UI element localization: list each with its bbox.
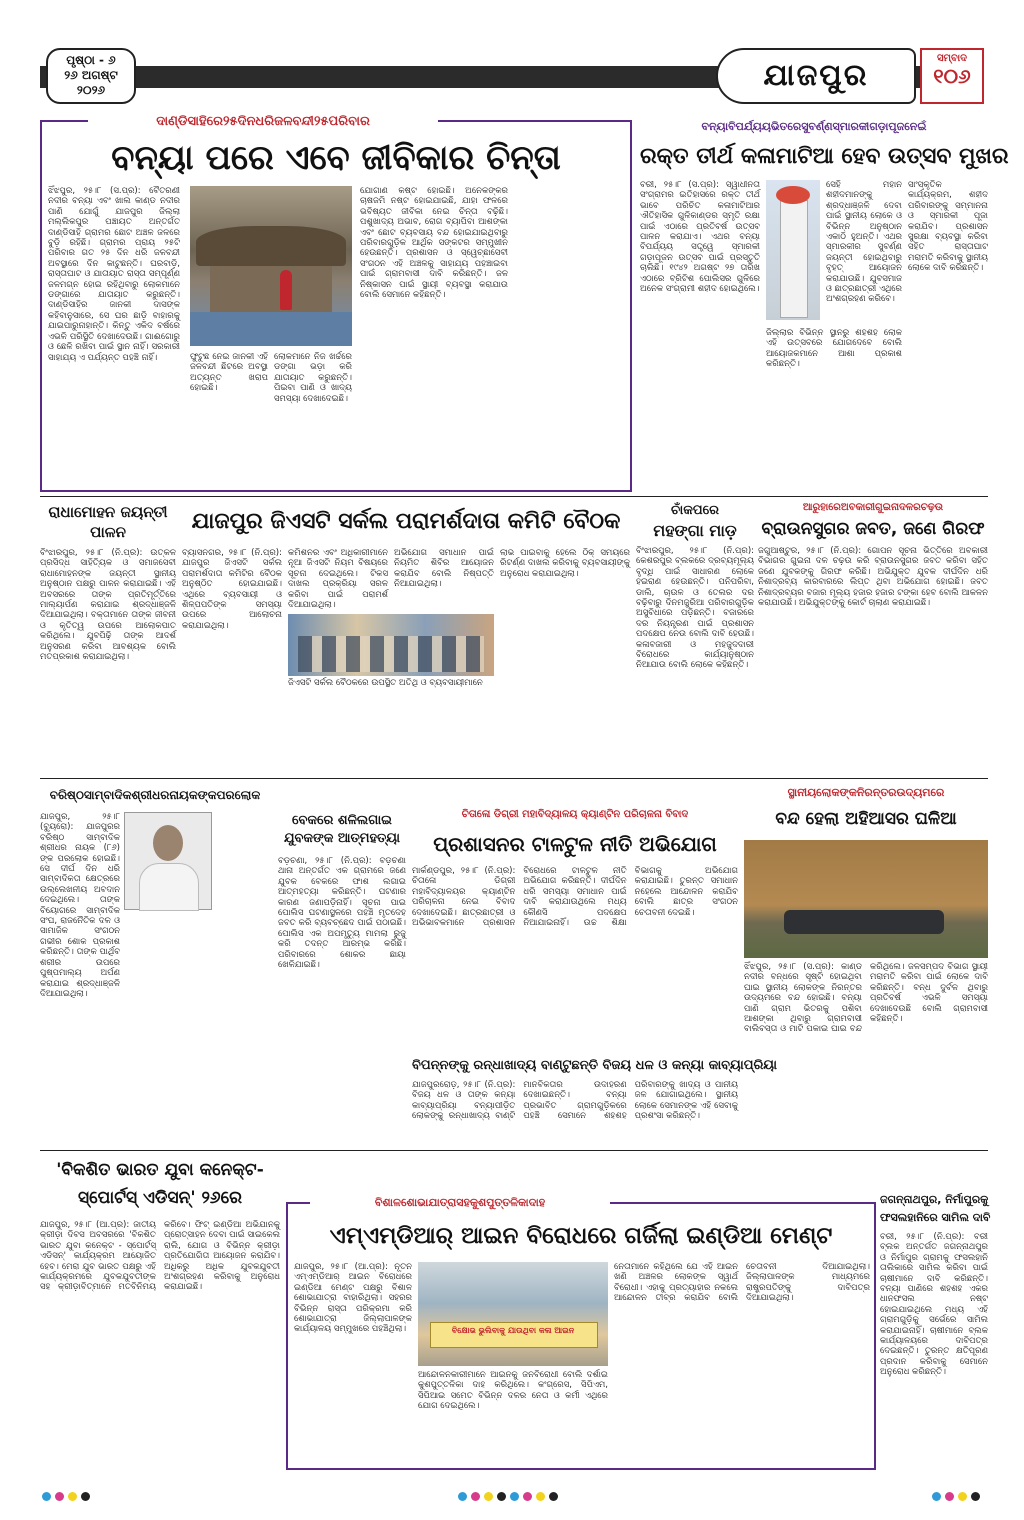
story9-text: ମାର୍କଣ୍ଡପୁର, ୨୫।୮ (ନି.ପ୍ର): ଚିତାଳୋ ଡିଗ୍ରୀ ମହାବିଦ୍ୟାଳୟର କ୍ୟାଣ୍ଟିନ ପରିଚାଳନା ନେଇ ବିବାଦ ଦେଖାଦେଇଛି। ଛାତ୍ରଛାତ୍ରୀ ଓ ଅଭିଭାବକମାନେ ପ୍ରଶାସନ ବିରୋଧରେ ଟାଳଟୁଳ ନୀତି ଅଭିଯୋଗ କରିଛନ୍ତି। ଦୀର୍ଘଦିନ ଧରି ସମସ୍ୟା ସମାଧାନ ପାଇଁ ଦାବି କରାଯାଉଥିଲେ ମଧ୍ୟ କୌଣସି ପଦକ୍ଷେପ ନିଆଯାଇନାହିଁ। ଉଚ୍ଚ ଶିକ୍ଷା ବିଭାଗକୁ ଅଭିଯୋଗ କରାଯାଇଛି। ତୁରନ୍ତ ସମାଧାନ ନହେଲେ ଆନ୍ଦୋଳନ କରାଯିବ ବୋଲି ଛାତ୍ର ସଂଗଠନ ଚେତାବନୀ ଦେଇଛି। [412,866,738,929]
story12-headline-2: ସ୍ପୋର୍ଟସ୍ ଏଡିସନ୍' ୨୬ରେ [78,1188,242,1208]
story14-kicker-1: ଜଗନ୍ନାଥପୁର, ନିର୍ମାପୁରକୁ [880,1193,989,1206]
story1-headline: ବନ୍ୟା ପରେ ଏବେ ଜୀବିକାର ଚିନ୍ତା [111,138,561,178]
story6-col2: କମିଶନର ଏବଂ ଅଧିକାରୀମାନେ ନୂଆ ଜିଏସଟି ନିୟମ ବିଷୟରେ ସୂଚନା ଦେଇଥିଲେ। ଟିକସ ଦାଖଲ ପ୍ରକ୍ରିୟା ସରଳ କରିବା ପାଇଁ ପରାମର୍ଶ ଦିଆଯାଇଥିଲା। [288,548,388,611]
story2-photo-monument [766,180,820,320]
story10-headline: ବନ୍ଦ ହେଲା ଅହିଆସର ଘଳିଆ [775,809,957,829]
portrait-body [139,863,199,911]
story6-col3: ଅଭିଯୋଗ ସମାଧାନ ପାଇଁ ନିୟମିତ ଶିବିର ଆୟୋଜନ କରାଯିବ ବୋଲି ନିଷ୍ପତ୍ତି ନିଆଯାଇଥିଲା। [394,548,494,590]
story1-col3: ଯୋଗାଣ କଷ୍ଟ ହୋଇଛି। ଅନେକଙ୍କର ଚାଷଜମି ନଷ୍ଟ ହୋଇଯାଇଛି, ଯାହା ଫଳରେ ଭବିଷ୍ୟତ ଜୀବିକା ନେଇ ଚିନ୍ତା ବଢ଼ିଛି। ପଶୁଖାଦ୍ୟ ଅଭାବ, ରୋଗ ବ୍ୟାପିବା ଆଶଙ୍କା ଏବଂ ଛୋଟ ବ୍ୟବସାୟ ବନ୍ଦ ହୋଇଯାଇଥିବାରୁ ପରିବାରଗୁଡ଼ିକ ଆର୍ଥିକ ସଙ୍କଟର ସମ୍ମୁଖୀନ ହେଉଛନ୍ତି। ପ୍ରଶାସନ ଓ ସ୍ୱେଚ୍ଛାସେବୀ ସଂଗଠନ ଏହି ଅଞ୍ଚଳକୁ ସାହାଯ୍ୟ ପହଞ୍ଚାଇବା ପାଇଁ ଗ୍ରାମବାସୀ ଦାବି କରିଛନ୍ତି। ଜଳ ନିଷ୍କାସନ ପାଇଁ ସ୍ଥାୟୀ ବ୍ୟବସ୍ଥା କରାଯାଉ ବୋଲି ସେମାନେ କହିଛନ୍ତି। [360,186,508,301]
page-label-box [46,48,136,104]
section-title: ଯାଜପୁର [763,58,869,93]
story10-kicker: ସ୍ଥାନୀୟଲୋକଙ୍କନିରନ୍ତରଉଦ୍ୟମରେ [787,786,945,799]
story12-headline-1: 'ବିକଶିତ ଭାରତ ଯୁବା କନେକ୍ଟ- [56,1160,264,1180]
hut-wall [210,266,332,312]
monument-pillar [780,200,808,318]
story9-headline: ପ୍ରଶାସନର ଟାଳଟୁଳ ନୀତି ଅଭିଯୋଗ [433,832,717,856]
story5-headline: ରାଧାମୋହନ ଜୟନ୍ତୀ ପାଳନ [48,503,168,541]
person-figure [280,270,292,310]
page-label: ପୃଷ୍ଠା - ୬ [66,53,116,67]
divider-middle [40,778,988,779]
story13-kicker: ବିଶାଳଶୋଭାଯାତ୍ରାସହକୁଶପୁତ୍ତଳିକାଦାହ [310,1194,610,1212]
story1-col1: ଝିଁଝପୁର, ୨୫।୮ (ସ.ପ୍ର): ବୈତରଣୀ ନଦୀର ବନ୍ୟା ଏବଂ ଖାଲ କାଣ୍ଡ ନଦୀର ପାଣି ଯୋଗୁଁ ଯାଜପୁର ଜିଲ୍ଲା ମଲ୍ଲିକପୁର ପଞ୍ଚାୟତ ଅନ୍ତର୍ଗତ ଦାଣ୍ଡିସାହି ଗ୍ରାମର ଛୋଟ ଅଞ୍ଚଳ ଜଳରେ ବୁଡ଼ି ରହିଛି। ଗ୍ରାମର ପ୍ରାୟ ୨୫ଟି ପରିବାର ଗତ ୨୫ ଦିନ ଧରି ଜଳବନ୍ଦୀ ଅବସ୍ଥାରେ ଦିନ କାଟୁଛନ୍ତି। ଘରବାଡ଼ି, ରାସ୍ତାଘାଟ ଓ ଯାତାୟାତ ରାସ୍ତା ସମ୍ପୂର୍ଣ୍ଣ ଜଳମଗ୍ନ ହୋଇ ରହିଥିବାରୁ ଲୋକମାନେ ଡଙ୍ଗାରେ ଯାତାୟାତ କରୁଛନ୍ତି। ଦାଣ୍ଡିସାହିର ଜାନକୀ ଦାସଙ୍କ କହିବାନୁସାରେ, ସେ ଘର ଛାଡ଼ି ବାହାରକୁ ଯାଇପାରୁନାହାନ୍ତି। କିନ୍ତୁ ଏକିଦ ବର୍ଷରେ ଏଭଳି ପରିସ୍ଥିତି ଦେଖାଦେଉଛି। ଗାଈଗୋରୁ ଓ ଛେଳି ରଖିବା ପାଇଁ ସ୍ଥାନ ନାହିଁ। ସରକାରୀ ସାହାଯ୍ୟ ଏ ପର୍ଯ୍ୟନ୍ତ ପହଞ୍ଚି ନାହିଁ। [48,186,180,363]
story14-kicker-2: ଫସଲହାନିରେ ସାମିଲ ଦାବି [880,1211,991,1224]
story3-headline: ମହଙ୍ଗା ମାଡ଼ [653,521,737,540]
divider-top [40,496,988,497]
protest-banner-text: ବିକ୍ଷୋଭ ଭୁଲିବାକୁ ଯାଉଥିବା କଳା ଆଇନ [451,1326,575,1335]
logo-text: ସମ୍ବାଦ [937,53,967,64]
story13-headline: ଏମ୍ଏମ୍ଡିଆର୍ ଆଇନ ବିରୋଧରେ ଗର୍ଜିଲା ଇଣ୍ଡିଆ ମେଣ୍ଟ [329,1223,833,1249]
story1-col2a: ଫୁଟୁଛ ନେଇ ଜାନକୀ ଏହି ଜଳବନ୍ଦୀ ଛିଟରେ ଅବସ୍ଥା ଅତ୍ୟନ୍ତ ଖରାପ ହୋଇଛି। [190,352,268,394]
section-title-box [716,48,916,104]
registration-dots-left [40,1486,92,1505]
story13-photo [418,1262,608,1366]
story4-kicker: ଆରୁହାରେଅବକାରୀଗୁଇନାଦଳରଚଢ଼ଉ [802,502,944,513]
flood-water [190,312,352,346]
story4-headline: ବ୍ରାଉନସୁଗର ଜବତ, ଜଣେ ଗିରଫ [761,519,985,539]
story13-col3: ନେତାମାନେ କହିଥିଲେ ଯେ ଏହି ଆଇନ ଖଣି ଅଞ୍ଚଳର ଲୋକଙ୍କ ସ୍ୱାର୍ଥ ବିରୋଧୀ। ଏହାକୁ ପ୍ରତ୍ୟାହାର ନକଲେ ଆନ୍ଦୋଳନ ତୀବ୍ର କରାଯିବ ବୋଲି ଚେତାବନୀ ଦିଆଯାଇଥିଲା। ଜିଲ୍ଲାପାଳଙ୍କ ମାଧ୍ୟମରେ ରାଷ୍ଟ୍ରପତିଙ୍କୁ ଦାବିପତ୍ର ଦିଆଯାଇଥିଲା। [614,1262,870,1304]
date-line-1: ୨୬ ଅଗଷ୍ଟ [64,68,118,82]
story2-col1: ବରୀ, ୨୫।୮ (ସ.ପ୍ର): ସ୍ୱାଧୀନତା ସଂଗ୍ରାମର ଇତିହାସରେ ରକ୍ତ ତୀର୍ଥ ଭାବେ ପରିଚିତ କଳାମାଟିଆର ଐତିହାସିକ ଗୁଳିକାଣ୍ଡର ସ୍ମୃତି ରକ୍ଷା ପାଇଁ ଏଠାରେ ପ୍ରତିବର୍ଷ ଉତ୍ସବ ପାଳନ କରାଯାଏ। ଏଥର ବନ୍ୟା ବିପର୍ଯ୍ୟୟ ସତ୍ତ୍ୱେ ସ୍ମାରକୀ ଗଡ଼ାପୂଜନ ଉତ୍ସବ ପାଇଁ ପ୍ରସ୍ତୁତି ଚାଲିଛି। ୧୯୪୨ ଅଗଷ୍ଟ ୨୭ ତାରିଖ ଏଠାରେ ବ୍ରିଟିଶ ପୋଲିସର ଗୁଳିରେ ଅନେକ ସଂଗ୍ରାମୀ ଶହୀଦ ହୋଇଥିଲେ। [640,180,760,295]
story8-text: ବଡ଼ଚଣା, ୨୫।୮ (ନି.ପ୍ର): ବଡ଼ଚଣା ଥାନା ଅନ୍ତର୍ଗତ ଏକ ଗ୍ରାମରେ ଜଣେ ଯୁବକ ବେକରେ ଫାଶ ଲଗାଇ ଆତ୍ମହତ୍ୟା କରିଛନ୍ତି। ଘଟଣାର କାରଣ ଜଣାପଡ଼ିନାହିଁ। ସୂଚନା ପାଇ ପୋଲିସ ଘଟଣାସ୍ଥଳରେ ପହଞ୍ଚି ମୃତଦେହ ଜବତ କରି ବ୍ୟବଚ୍ଛେଦ ପାଇଁ ପଠାଇଛି। ପୋଲିସ ଏକ ଅପମୃତ୍ୟୁ ମାମଲା ରୁଜୁ କରି ତଦନ୍ତ ଆରମ୍ଭ କରିଛି। ପରିବାରରେ ଶୋକର ଛାୟା ଖେଳିଯାଇଛି। [278,856,406,971]
story2-col3: ସାଂସ୍କୃତିକ କାର୍ଯ୍ୟକ୍ରମ, ଶହୀଦ ପରିବାରଙ୍କୁ ସମ୍ମାନନା ଓ ସ୍ମାରକୀ ପୂଜା କରାଯିବ। ପ୍ରଶାସନ ସୁରକ୍ଷା ବ୍ୟବସ୍ଥା କରିବା ସହିତ ରାସ୍ତାଘାଟ ମରାମତି କରିବାକୁ ସ୍ଥାନୀୟ ଲୋକେ ଦାବି କରିଛନ୍ତି। [908,180,988,274]
story4-text: ଜଗୁଆଷ୍ଟୁର, ୨୫।୮ (ନି.ପ୍ର): ଗୋପନ ସୂଚନା ଭିତ୍ତିରେ ଅବକାରୀ ବିଭାଗର ଗୁଇନା ଦଳ ଚଢ଼ଉ କରି ବ୍ରାଉନସୁଗର ଜବତ କରିବା ସହିତ ଜଣେ ଯୁବକଙ୍କୁ ଗିରଫ କରିଛି। ଅଭିଯୁକ୍ତ ଯୁବକ ଦୀର୍ଘଦିନ ଧରି ନିଶାଦ୍ରବ୍ୟ କାରବାରରେ ଲିପ୍ତ ଥିବା ଅଭିଯୋଗ ହୋଇଛି। ଜବତ ନିଶାଦ୍ରବ୍ୟର ବଜାର ମୂଲ୍ୟ ହଜାର ହଜାର ଟଙ୍କା ହେବ ବୋଲି ଆକଳନ କରାଯାଉଛି। ଅଭିଯୁକ୍ତଙ୍କୁ କୋର୍ଟ ଚାଲାଣ କରାଯାଇଛି। [758,546,988,609]
story1-col2b: ଲୋକମାନେ ନିଜ ଖର୍ଚ୍ଚରେ ଡଙ୍ଗା ଭଡ଼ା କରି ଯାତାୟାତ କରୁଛନ୍ତି। ପିଇବା ପାଣି ଓ ଖାଦ୍ୟ ସମସ୍ୟା ଦେଖାଦେଇଛି। [274,352,352,404]
story13-col2: ଆନ୍ଦୋଳନକାରୀମାନେ ଆଇନକୁ ଜନବିରୋଧୀ ବୋଲି ଦର୍ଶାଇ କୁଶପୁତ୍ତଳିକା ଦାହ କରିଥିଲେ। କଂଗ୍ରେସ, ସିପିଏମ, ସିପିଆଇ ସମେତ ବିଭିନ୍ନ ଦଳର ନେତା ଓ କର୍ମୀ ଏଥିରେ ଯୋଗ ଦେଇଥିଲେ। [418,1370,608,1412]
story7-headline: ବରିଷ୍ଠସାମ୍ବାଦିକଶ୍ରୀଧରନାୟକଙ୍କପରଲୋକ [49,788,261,802]
hut-roof [196,226,346,266]
story7-photo-portrait [124,812,212,910]
logo-box [920,48,984,104]
story3-kicker: ଚାଁକପରେ [671,503,719,518]
divider-lower [40,1150,988,1151]
story11-text: ଯାଜପୁରରୋଡ଼, ୨୫।୮ (ନି.ପ୍ର): ବିଜୟ ଧଳ ଓ ତାଙ୍କ କନ୍ୟା କାବ୍ୟାପ୍ରିୟା ବନ୍ୟାପୀଡ଼ିତ ଲୋକଙ୍କୁ ରନ୍ଧାଖାଦ୍ୟ ବାଣ୍ଟି ମାନବିକତାର ଉଦାହରଣ ଦେଖାଇଛନ୍ତି। ବନ୍ୟା ପ୍ରଭାବିତ ଗ୍ରାମଗୁଡ଼ିକରେ ପହଞ୍ଚି ସେମାନେ ଶହଶହ ପରିବାରଙ୍କୁ ଖାଦ୍ୟ ଓ ପାନୀୟ ଜଳ ଯୋଗାଇଥିଲେ। ସ୍ଥାନୀୟ ଲୋକେ ସେମାନଙ୍କ ଏହି ସେବାକୁ ପ୍ରଶଂସା କରିଛନ୍ତି। [412,1080,738,1122]
story8-headline-1: ବେକରେ ଶଳିଲଗାଇ [291,813,392,828]
story6-caption: ଜିଏସଟି ସର୍କଲ ବୈଠକରେ ଉପସ୍ଥିତ ଅତିଥି ଓ ବ୍ୟବସାୟୀମାନେ [288,678,483,688]
story11-headline: ବିପନ୍ନଙ୍କୁ ରନ୍ଧାଖାଦ୍ୟ ବାଣ୍ଟୁଛନ୍ତି ବିଜୟ ଧଳ ଓ କନ୍ୟା କାବ୍ୟାପ୍ରିୟା [412,1058,777,1073]
story6-col1: ବ୍ୟାସନଗର, ୨୫।୮ (ନି.ପ୍ର): ଯାଜପୁର ଜିଏସଟି ସର୍କଲ ପରାମର୍ଶଦାତା କମିଟିର ବୈଠକ ଅନୁଷ୍ଠିତ ହୋଇଯାଇଛି। ଏଥିରେ ବ୍ୟବସାୟୀ ଓ ଶିଳ୍ପପତିଙ୍କ ସମସ୍ୟା ଉପରେ ଆଲୋଚନା କରାଯାଇଥିଲା। [182,548,282,631]
meeting-people [298,636,484,672]
registration-dots-right [930,1486,982,1505]
masthead [40,48,984,104]
story10-photo [744,840,988,958]
story2-col2: ସେହି ମହାନ ଶହୀଦମାନଙ୍କୁ ଶ୍ରଦ୍ଧାଞ୍ଜଳି ଦେବା ପାଇଁ ସ୍ଥାନୀୟ ଲୋକେ ଓ ବିଭିନ୍ନ ଅନୁଷ୍ଠାନ ଏକାଠି ହୁଅନ୍ତି। ଏଥର ସ୍ମାରକୀର ସୁବର୍ଣ୍ଣ ଜୟନ୍ତୀ ହୋଇଥିବାରୁ ବୃହତ୍ ଆୟୋଜନ କରାଯାଉଛି। ଯୁବସମାଜ ଓ ଛାତ୍ରଛାତ୍ରୀ ଏଥିରେ ଅଂଶଗ୍ରହଣ କରିବେ। [826,180,902,305]
logo-number: ୧୦୬ [933,64,971,88]
story6-photo [288,614,494,676]
story1-kicker: ଦାଣ୍ଡିସାହିରେ୨୫ଦିନଧରିଜଳବନ୍ଦୀ୨୫ପରିବାର [88,113,438,131]
story6-col4: ଲାଭ ପାଇବାକୁ ହେଲେ ଠିକ୍ ସମୟରେ ରିଟର୍ଣ୍ଣ ଦାଖଲ କରିବାକୁ ବ୍ୟବସାୟୀଙ୍କୁ ଅନୁରୋଧ କରାଯାଇଥିଲା। [500,548,630,579]
story10-text: ଝିଁଝପୁର, ୨୫।୮ (ସ.ପ୍ର): କାଣ୍ଡ ନଦୀର ବନ୍ଧରେ ସୃଷ୍ଟି ହୋଇଥିବା ଘାଇ ସ୍ଥାନୀୟ ଲୋକଙ୍କ ନିରନ୍ତର ଉଦ୍ୟମରେ ବନ୍ଦ ହୋଇଛି। ବନ୍ୟା ପାଣି ଗ୍ରାମ ଭିତରକୁ ପଶିବା ଆଶଙ୍କା ଥିବାରୁ ଗ୍ରାମବାସୀ ବାଲିବସ୍ତା ଓ ମାଟି ପକାଇ ଘାଇ ବନ୍ଦ କରିଥିଲେ। ଜଳସମ୍ପଦ ବିଭାଗ ସ୍ଥାୟୀ ମରାମତି କରିବା ପାଇଁ ଲୋକେ ଦାବି କରିଛନ୍ତି। ବନ୍ଧ ଦୁର୍ବଳ ଥିବାରୁ ପ୍ରତିବର୍ଷ ଏଭଳି ସମସ୍ୟା ଦେଖାଦେଉଛି ବୋଲି ଗ୍ରାମବାସୀ କହିଛନ୍ତି। [744,962,988,1035]
portrait-head [153,825,183,861]
date-line-2: ୨୦୨୬ [76,83,106,97]
sandbags [784,910,944,934]
story7-text-b [214,812,272,908]
story6-headline: ଯାଜପୁର ଜିଏସଟି ସର୍କଲ ପରାମର୍ଶଦାତା କମିଟି ବୈଠକ [191,509,621,534]
story5-text: ବିଂଝାରପୁର, ୨୫।୮ (ନି.ପ୍ର): ଉତ୍କଳ ପ୍ରସିଦ୍ଧ ସାହିତ୍ୟିକ ଓ ସମାଜସେବୀ ରାଧାମୋହନଙ୍କ ଜୟନ୍ତୀ ସ୍ଥାନୀୟ ଅନୁଷ୍ଠାନ ପକ୍ଷରୁ ପାଳନ କରାଯାଇଛି। ଏହି ଅବସରରେ ତାଙ୍କ ପ୍ରତିମୂର୍ତ୍ତିରେ ମାଲ୍ୟାର୍ପଣ କରାଯାଇ ଶ୍ରଦ୍ଧାଞ୍ଜଳି ଦିଆଯାଇଥିଲା। ବକ୍ତାମାନେ ତାଙ୍କ ଜୀବନୀ ଓ କୃତିତ୍ୱ ଉପରେ ଆଲୋକପାତ କରିଥିଲେ। ଯୁବପିଢ଼ି ତାଙ୍କ ଆଦର୍ଶ ଅନୁସରଣ କରିବା ଆବଶ୍ୟକ ବୋଲି ମତପ୍ରକାଶ କରାଯାଇଥିଲା। [40,548,176,663]
story9-kicker: ଚିତାଳୋ ଡିଗ୍ରୀ ମହାବିଦ୍ୟାଳୟ କ୍ୟାଣ୍ଟିନ ପରିଚାଳନା ବିବାଦ [461,809,689,820]
story1-col3b [514,186,624,486]
story2-headline: ରକ୍ତ ତୀର୍ଥ କଳାମାଟିଆ ହେବ ଉତ୍ସବ ମୁଖର [640,144,1009,169]
story8-headline-2: ଯୁବକଙ୍କ ଆତ୍ମହତ୍ୟା [284,831,400,846]
story2-col4: ଜିଲ୍ଲାର ବିଭିନ୍ନ ସ୍ଥାନରୁ ଶହଶହ ଲୋକ ଏହି ଉତ୍ସବରେ ଯୋଗଦେବେ ବୋଲି ଆୟୋଜକମାନେ ଆଶା ପ୍ରକାଶ କରିଛନ୍ତି। [766,328,902,370]
story12-text: ଯାଜପୁର, ୨୫।୮ (ଆ.ପ୍ର): ଜାତୀୟ କ୍ରୀଡ଼ା ଦିବସ ଅବସରରେ 'ବିକଶିତ ଭାରତ ଯୁବା କନେକ୍ଟ - ସ୍ପୋର୍ଟସ୍ ଏଡିସନ୍' କାର୍ଯ୍ୟକ୍ରମ ଆୟୋଜିତ ହେବ। ମେରା ଯୁବ ଭାରତ ପକ୍ଷରୁ ଏହି କାର୍ଯ୍ୟକ୍ରମରେ ଯୁବକଯୁବତୀଙ୍କ ସହ କ୍ରୀଡ଼ାବିତ୍ମାନେ ମତବିନିମୟ କରିବେ। ଫିଟ୍ ଇଣ୍ଡିଆ ଅଭିଯାନକୁ ପ୍ରୋତ୍ସାହନ ଦେବା ପାଇଁ ସାଇକେଲ ରାଲି, ଯୋଗ ଓ ବିଭିନ୍ନ କ୍ରୀଡ଼ା ପ୍ରତିଯୋଗିତା ଆୟୋଜନ କରାଯିବ। ଅଧିକରୁ ଅଧିକ ଯୁବକଯୁବତୀ ଅଂଶଗ୍ରହଣ କରିବାକୁ ଅନୁରୋଧ କରାଯାଇଛି। [40,1220,280,1293]
story13-col1: ଯାଜପୁର, ୨୫।୮ (ଆ.ପ୍ର): ନୂତନ ଏମ୍ଏମ୍ଡିଆର୍ ଆଇନ ବିରୋଧରେ ଇଣ୍ଡିଆ ମେଣ୍ଟ ପକ୍ଷରୁ ବିଶାଳ ଶୋଭାଯାତ୍ରା ବାହାରିଥିଲା। ସହରର ବିଭିନ୍ନ ରାସ୍ତା ପରିକ୍ରମା କରି ଶୋଭାଯାତ୍ରା ଜିଲ୍ଲାପାଳଙ୍କ କାର୍ଯ୍ୟାଳୟ ସମ୍ମୁଖରେ ପହଞ୍ଚିଥିଲା। [294,1262,412,1335]
story1-photo [190,186,352,346]
story3-text: ବିଂଝାରପୁର, ୨୫।୮ (ନି.ପ୍ର): କେଶରପୁର ବ୍ଲକରେ ଦ୍ରବ୍ୟମୂଲ୍ୟ ବୃଦ୍ଧି ପାଇଁ ସାଧାରଣ ଲୋକେ ହଇରାଣ ହେଉଛନ୍ତି। ପନିପରିବା, ଡାଲି, ଚାଉଳ ଓ ତେଲର ଦର ବଢ଼ିବାରୁ ଦିନମଜୁରିଆ ପରିବାରଗୁଡ଼ିକ ଅସୁବିଧାରେ ପଡ଼ିଛନ୍ତି। ବଜାରରେ ଦର ନିୟନ୍ତ୍ରଣ ପାଇଁ ପ୍ରଶାସନ ପଦକ୍ଷେପ ନେଉ ବୋଲି ଦାବି ହେଉଛି। କଳାବଜାରୀ ଓ ମହଜୁଦଦାରୀ ବିରୋଧରେ କାର୍ଯ୍ୟାନୁଷ୍ଠାନ ନିଆଯାଉ ବୋଲି ଲୋକେ କହିଛନ୍ତି। [636,546,754,671]
story7-text: ଯାଜପୁର, ୨୫।୮ (ବ୍ୟୁରୋ): ଯାଜପୁରର ବରିଷ୍ଠ ସାମ୍ବାଦିକ ଶ୍ରୀଧର ନାୟକ (୮୬) ଙ୍କ ପରଲୋକ ହୋଇଛି। ସେ ଦୀର୍ଘ ଦିନ ଧରି ସାମ୍ବାଦିକତା କ୍ଷେତ୍ରରେ ଉଲ୍ଲେଖନୀୟ ଅବଦାନ ଦେଇଥିଲେ। ତାଙ୍କ ବିୟୋଗରେ ସାମ୍ବାଦିକ ସଂଘ, ରାଜନୈତିକ ଦଳ ଓ ସାମାଜିକ ସଂଗଠନ ଗଭୀର ଶୋକ ପ୍ରକାଶ କରିଛନ୍ତି। ତାଙ୍କ ପାର୍ଥିବ ଶରୀର ଉପରେ ପୁଷ୍ପମାଲ୍ୟ ଅର୍ପଣ କରାଯାଇ ଶ୍ରଦ୍ଧାଞ୍ଜଳି ଦିଆଯାଇଥିଲା। [40,812,120,999]
monument-top [776,186,810,204]
story2-kicker: ବନ୍ୟାବିପର୍ଯ୍ୟୟଭିତରେସୁବର୍ଣ୍ଣସ୍ମାରକୀଗଡ଼ାପୂଜନେଇଁ [701,120,927,133]
registration-dots-center [456,1486,560,1505]
story14-text: ବରୀ, ୨୫।୮ (ନି.ପ୍ର): ବରୀ ବ୍ଲକ ଅନ୍ତର୍ଗତ ଜଗନ୍ନାଥପୁର ଓ ନିର୍ମାପୁର ଗ୍ରାମକୁ ଫସଲହାନି ତାଲିକାରେ ସାମିଲ କରିବା ପାଇଁ ଚାଷୀମାନେ ଦାବି କରିଛନ୍ତି। ବନ୍ୟା ପାଣିରେ ଶହଶହ ଏକର ଧାନଫସଲ ନଷ୍ଟ ହୋଇଯାଇଥିଲେ ମଧ୍ୟ ଏହି ଗ୍ରାମଗୁଡ଼ିକୁ ସର୍ଭେରେ ସାମିଲ କରାଯାଇନାହିଁ। ଚାଷୀମାନେ ବ୍ଲକ କାର୍ଯ୍ୟାଳୟରେ ଦାବିପତ୍ର ଦେଇଛନ୍ତି। ତୁରନ୍ତ କ୍ଷତିପୂରଣ ପ୍ରଦାନ କରିବାକୁ ସେମାନେ ଅନୁରୋଧ କରିଛନ୍ତି। [880,1232,988,1378]
